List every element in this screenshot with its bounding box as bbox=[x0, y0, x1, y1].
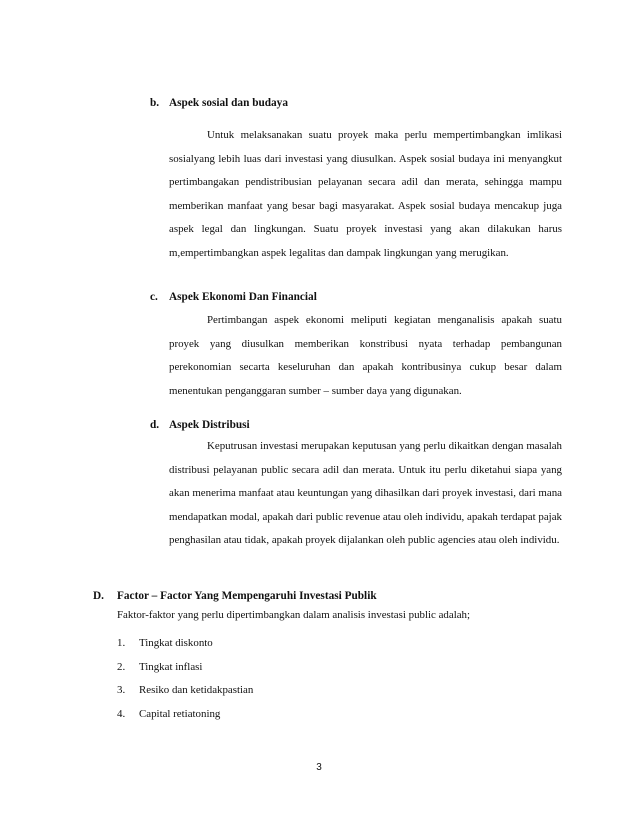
list-item bbox=[117, 681, 253, 705]
section-d-text: Keputrusan investasi merupakan keputusan yang perlu dikaitkan dengan masalah distribusi pelayanan public secara adil dan merata. Untuk itu perlu diketahui siapa yang akan menerima manfaat atau keuntungan yang dihasilkan dari proyek investasi, dari mana mendapatkan modal, apakah dari public revenue atau oleh individu, apakah terdapat pajak penghasilan atau tidak, apakah proyek dijalankan oleh public agencies atau oleh individu. bbox=[169, 440, 562, 547]
section-D-marker: D. bbox=[93, 590, 104, 602]
list-item-number: 3. bbox=[117, 684, 126, 697]
list-item-number: 4. bbox=[117, 707, 126, 720]
section-b-text: Untuk melaksanakan suatu proyek maka perlu mempertimbangkan imlikasi sosialyang lebih luas dari investasi yang diusulkan. Aspek sosial budaya ini menyangkut pertimbangakan pendistribusian pelayanan secara adil dan merata, sehingga mampu memberikan manfaat yang besar bagi masyarakat. Aspek sosial budaya mencakup juga aspek legal dan lingkungan. Suatu proyek investasi yang akan dilakukan harus m,empertimbangkan aspek legalitas dan dampak lingkungan yang merugikan. bbox=[169, 129, 562, 259]
list-item-text: Resiko dan ketidakpastian bbox=[139, 684, 254, 697]
list-item-number: 2. bbox=[117, 660, 126, 673]
section-D-intro: Faktor-faktor yang perlu dipertimbangkan dalam analisis investasi public adalah; bbox=[117, 609, 471, 621]
section-b-marker: b. bbox=[150, 97, 160, 109]
section-b-heading bbox=[150, 97, 288, 109]
list-item bbox=[117, 634, 253, 658]
section-b-paragraph bbox=[169, 124, 562, 266]
section-c-paragraph bbox=[169, 309, 562, 403]
section-b-title: Aspek sosial dan budaya bbox=[169, 97, 288, 109]
list-item bbox=[117, 705, 253, 729]
section-D-title: Factor – Factor Yang Mempengaruhi Investasi Publik bbox=[117, 590, 377, 602]
section-c-heading bbox=[150, 291, 317, 303]
section-d-paragraph bbox=[169, 435, 562, 553]
factor-list bbox=[117, 634, 253, 728]
section-D-heading bbox=[93, 590, 377, 602]
page-number: 3 bbox=[316, 762, 322, 773]
section-c-marker: c. bbox=[150, 291, 158, 303]
section-c-text: Pertimbangan aspek ekonomi meliputi kegiatan menganalisis apakah suatu proyek yang diusulkan memberikan konstribusi nyata terhadap pembangunan perekonomian secarta keseluruhan dan apakah kontribusinya cukup besar dalam menentukan penganggaran sumber – sumber daya yang digunakan. bbox=[169, 314, 562, 397]
list-item bbox=[117, 658, 253, 682]
section-d-title: Aspek Distribusi bbox=[169, 419, 250, 431]
list-item-text: Tingkat inflasi bbox=[139, 660, 203, 673]
list-item-text: Capital retiatoning bbox=[139, 707, 221, 720]
section-d-heading bbox=[150, 419, 250, 431]
section-c-title: Aspek Ekonomi Dan Financial bbox=[169, 291, 317, 303]
section-d-marker: d. bbox=[150, 419, 160, 431]
list-item-number: 1. bbox=[117, 637, 126, 649]
list-item-text: Tingkat diskonto bbox=[139, 637, 213, 649]
